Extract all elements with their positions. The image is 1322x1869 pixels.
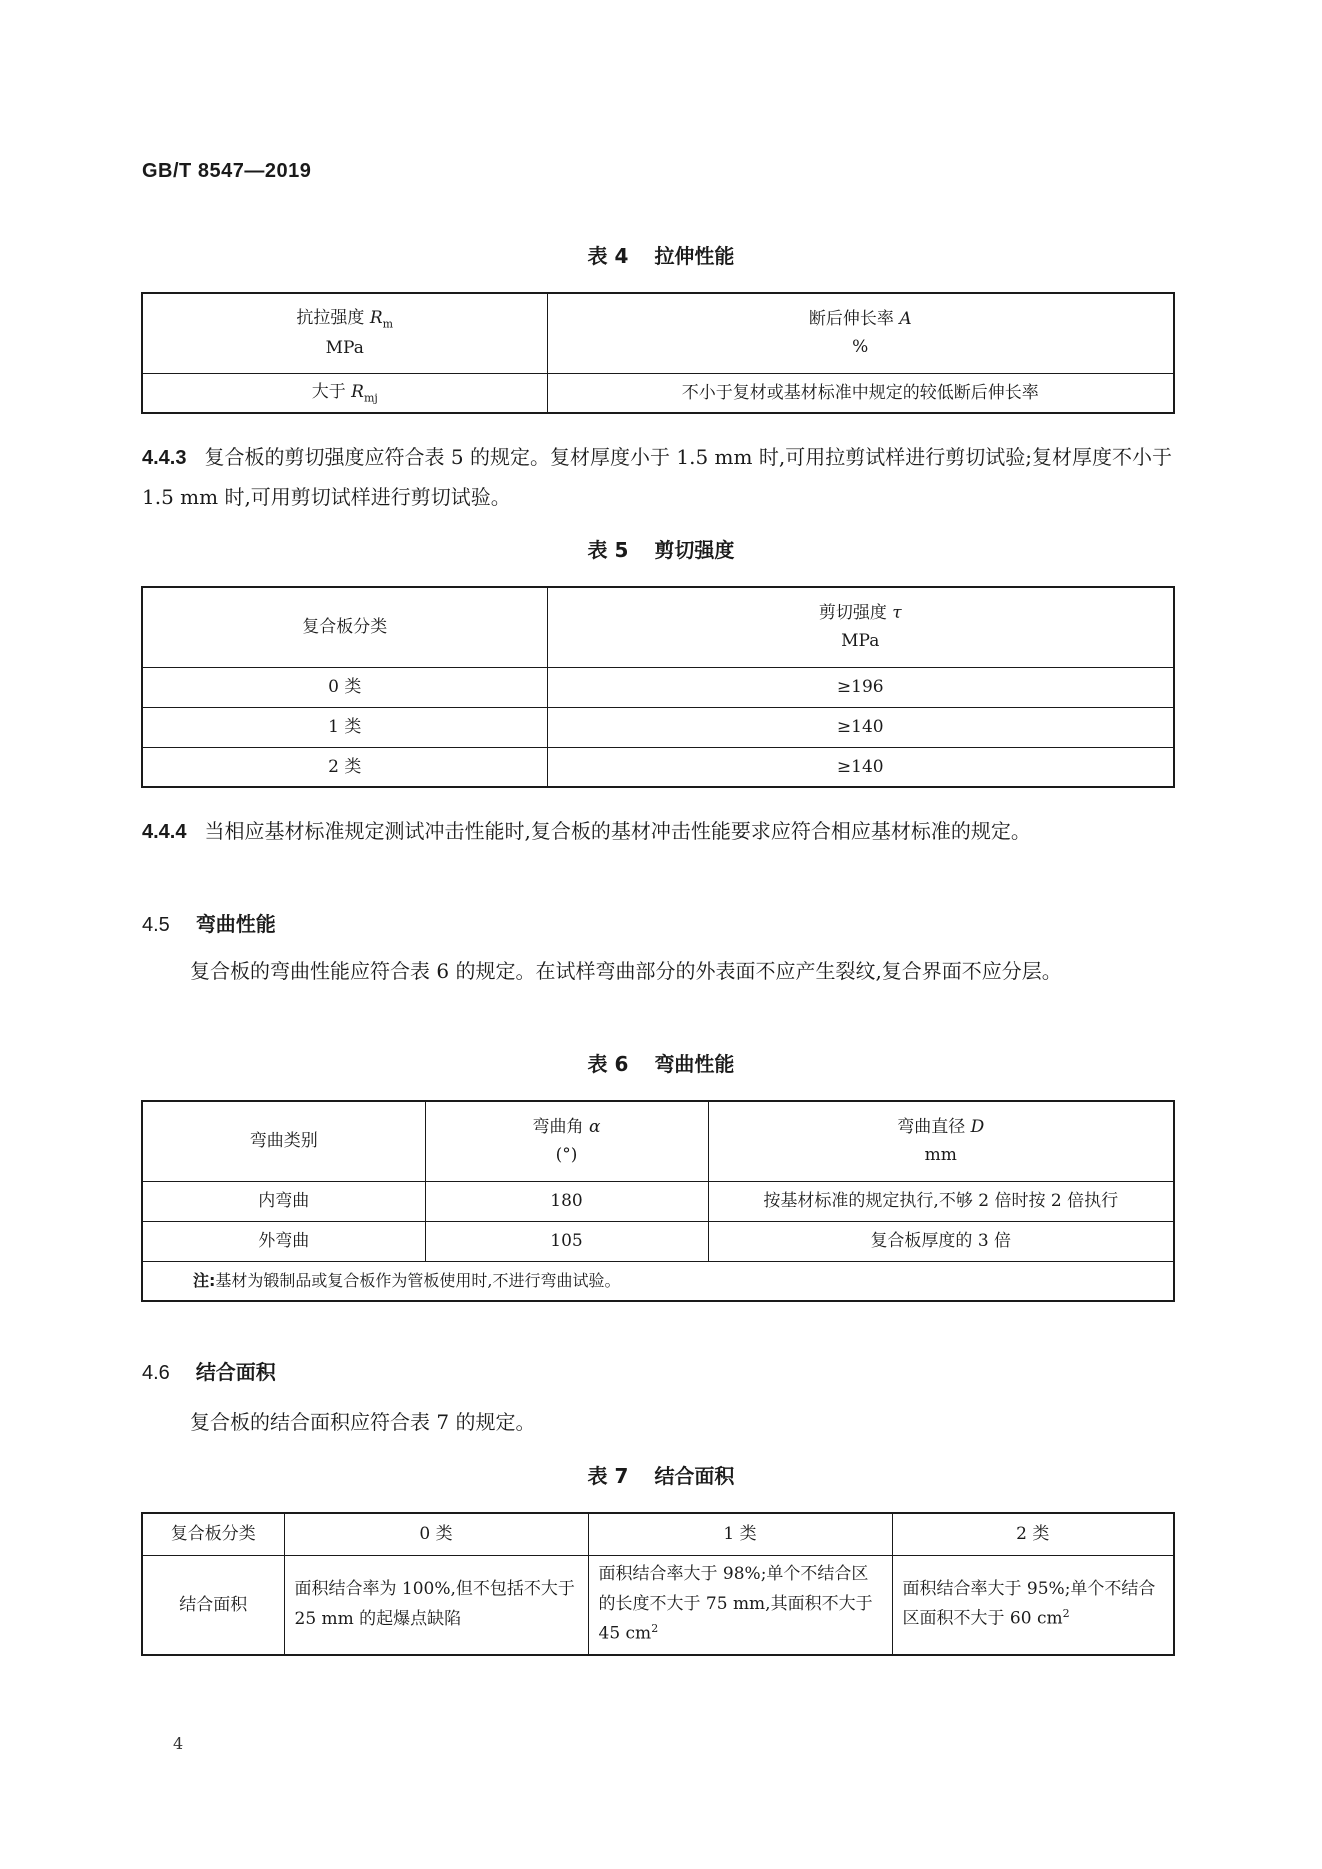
- table6: [141, 1100, 1175, 1302]
- table4: [141, 292, 1175, 414]
- paragraph-4-4-3: [142, 438, 1172, 517]
- table-header-cell: [547, 293, 1174, 373]
- table5-caption: [0, 534, 1322, 563]
- table5-caption-number: 表 5: [587, 538, 629, 562]
- symbol: α: [588, 1117, 601, 1138]
- table4-caption-number: 表 4: [587, 244, 629, 268]
- clause-number: 4.4.4: [142, 821, 187, 843]
- section-number: 4.5: [142, 914, 170, 936]
- paragraph-4-6: [142, 1403, 1172, 1442]
- header-text: 抗拉强度: [296, 308, 365, 329]
- table-cell: 结合面积: [142, 1555, 284, 1655]
- header-text: 弯曲角: [532, 1117, 584, 1138]
- unit: (°): [555, 1145, 578, 1166]
- table-cell: 2 类: [142, 747, 547, 787]
- clause-number: 4.4.3: [142, 447, 187, 469]
- table-cell: 105: [425, 1221, 708, 1261]
- page-number: 4: [173, 1734, 184, 1753]
- table-note-row: [142, 1261, 1174, 1301]
- cell-text: 面积结合率大于 98%;单个不结合区的长度不大于 75 mm,其面积不大于 45 cm: [598, 1563, 873, 1644]
- section-heading-4-5: [142, 908, 276, 937]
- table-header-cell: 0 类: [284, 1513, 588, 1555]
- symbol: R: [369, 308, 383, 329]
- note-label: 注:: [193, 1270, 216, 1290]
- table-header-cell: 复合板分类: [142, 587, 547, 667]
- table-row: [142, 667, 1174, 707]
- superscript: 2: [651, 1622, 659, 1636]
- table-header-cell: [142, 293, 547, 373]
- table-cell: [892, 1555, 1174, 1655]
- unit: mm: [924, 1145, 957, 1166]
- table-cell: 复合板厚度的 3 倍: [708, 1221, 1174, 1261]
- note-text: 基材为锻制品或复合板作为管板使用时,不进行弯曲试验。: [215, 1270, 621, 1290]
- section-heading-4-6: [142, 1356, 276, 1385]
- table-header-row: [142, 1513, 1174, 1555]
- table-header-cell: 复合板分类: [142, 1513, 284, 1555]
- unit: MPa: [325, 337, 364, 358]
- table-row: [142, 1555, 1174, 1655]
- table6-caption-number: 表 6: [587, 1052, 629, 1076]
- table7: [141, 1512, 1175, 1656]
- table-note: [142, 1261, 1174, 1301]
- superscript: 2: [1062, 1607, 1070, 1621]
- table-cell: 内弯曲: [142, 1181, 425, 1221]
- table-header-cell: 1 类: [588, 1513, 892, 1555]
- table-header-row: [142, 587, 1174, 667]
- paragraph-4-5: [142, 952, 1172, 991]
- table-cell: [588, 1555, 892, 1655]
- section-number: 4.6: [142, 1362, 170, 1384]
- table-row: [142, 373, 1174, 413]
- table-cell: ≥140: [547, 707, 1174, 747]
- table-cell: ≥140: [547, 747, 1174, 787]
- cell-text: 大于: [311, 381, 346, 402]
- paragraph-text: 复合板的结合面积应符合表 7 的规定。: [190, 1410, 536, 1434]
- table-cell: 1 类: [142, 707, 547, 747]
- table-header-cell: [425, 1101, 708, 1181]
- table-row: [142, 707, 1174, 747]
- table7-caption: [0, 1460, 1322, 1489]
- paragraph-text: 复合板的剪切强度应符合表 5 的规定。复材厚度小于 1.5 mm 时,可用拉剪试样进行剪切试验;复材厚度不小于 1.5 mm 时,可用剪切试样进行剪切试验。: [142, 445, 1172, 509]
- header-text: 断后伸长率: [808, 309, 894, 330]
- header-text: 弯曲直径: [897, 1117, 966, 1138]
- table-row: [142, 747, 1174, 787]
- table-header-row: [142, 293, 1174, 373]
- table-header-row: [142, 1101, 1174, 1181]
- table5: [141, 586, 1175, 788]
- subscript: mj: [363, 391, 378, 405]
- table6-caption-title: 弯曲性能: [654, 1052, 735, 1076]
- symbol: τ: [892, 603, 902, 624]
- standard-code: GB/T 8547—2019: [142, 160, 312, 182]
- table4-caption: [0, 240, 1322, 269]
- table-row: [142, 1181, 1174, 1221]
- table4-caption-title: 拉伸性能: [654, 244, 735, 268]
- table-header-cell: [708, 1101, 1174, 1181]
- unit: MPa: [841, 631, 880, 652]
- header-text: 剪切强度: [818, 603, 887, 624]
- table5-caption-title: 剪切强度: [654, 538, 735, 562]
- table-header-cell: [547, 587, 1174, 667]
- table-cell: ≥196: [547, 667, 1174, 707]
- section-title: 结合面积: [195, 1360, 276, 1384]
- paragraph-text: 复合板的弯曲性能应符合表 6 的规定。在试样弯曲部分的外表面不应产生裂纹,复合界面不应分层。: [190, 959, 1062, 983]
- section-title: 弯曲性能: [195, 912, 276, 936]
- symbol: R: [351, 381, 364, 402]
- cell-text: 面积结合率大于 95%;单个不结合区面积不大于 60 cm: [902, 1578, 1156, 1630]
- subscript: m: [382, 317, 394, 331]
- table-cell: 面积结合率为 100%,但不包括不大于 25 mm 的起爆点缺陷: [284, 1555, 588, 1655]
- table-header-cell: 2 类: [892, 1513, 1174, 1555]
- table-cell: 0 类: [142, 667, 547, 707]
- table-cell: [142, 373, 547, 413]
- paragraph-4-4-4: [142, 812, 1172, 852]
- paragraph-text: 当相应基材标准规定测试冲击性能时,复合板的基材冲击性能要求应符合相应基材标准的规定。: [204, 819, 1031, 843]
- table7-caption-title: 结合面积: [654, 1464, 735, 1488]
- table-cell: 按基材标准的规定执行,不够 2 倍时按 2 倍执行: [708, 1181, 1174, 1221]
- table-cell: 180: [425, 1181, 708, 1221]
- table-cell: 外弯曲: [142, 1221, 425, 1261]
- table6-caption: [0, 1048, 1322, 1077]
- table-header-cell: 弯曲类别: [142, 1101, 425, 1181]
- unit: %: [852, 337, 869, 358]
- table-cell: 不小于复材或基材标准中规定的较低断后伸长率: [547, 373, 1174, 413]
- table-row: [142, 1221, 1174, 1261]
- table7-caption-number: 表 7: [587, 1464, 629, 1488]
- symbol: A: [899, 309, 912, 330]
- symbol: D: [970, 1117, 985, 1138]
